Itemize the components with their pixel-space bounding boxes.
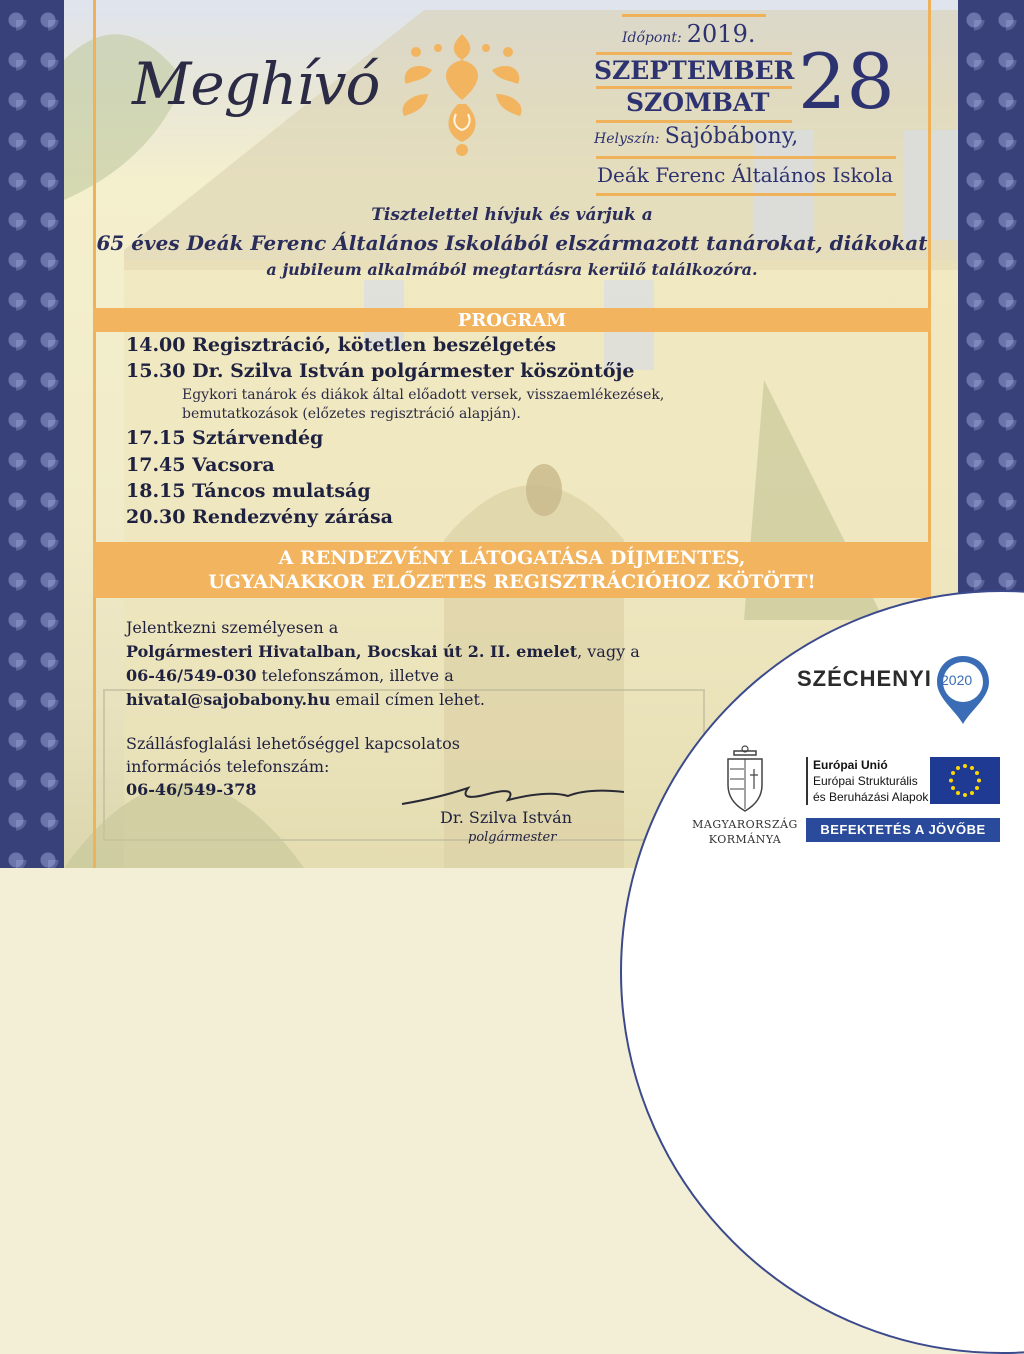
- free-entry-notice: [93, 542, 931, 598]
- lodging-line-2: információs telefonszám:: [126, 757, 330, 776]
- lodging-line-1: Szállásfoglalási lehetőséggel kapcsolatos: [126, 734, 460, 753]
- signature-role: polgármester: [468, 830, 557, 845]
- event-weekday: SZOMBAT: [626, 88, 770, 117]
- lodging-phone: 06-46/549-378: [126, 780, 257, 799]
- registration-phone-rest: telefonszámon, illetve a: [256, 666, 454, 685]
- venue-rule: [596, 156, 896, 159]
- program-note-line-2: bemutatkozások (előzetes regisztráció alapján).: [182, 406, 521, 422]
- registration-line-3: [126, 664, 454, 688]
- program-heading: PROGRAM: [93, 308, 931, 332]
- venue-rule-bottom: [596, 193, 896, 196]
- registration-line-1: Jelentkezni személyesen a: [126, 618, 339, 637]
- date-line: [622, 20, 755, 48]
- date-rule-top: [622, 14, 766, 17]
- government-line-1: MAGYARORSZÁG: [692, 818, 798, 831]
- registration-email: hivatal@sajobabony.hu: [126, 690, 331, 709]
- venue-school: Deák Ferenc Általános Iskola: [597, 163, 894, 187]
- date-rule-2: [596, 52, 792, 55]
- program-item-3: 17.15 Sztárvendég: [126, 427, 324, 449]
- eu-line-3: és Beruházási Alapok: [813, 790, 929, 804]
- frame-line-left-middle: [93, 332, 96, 542]
- left-decorative-border: [0, 0, 64, 868]
- program-item-5: 18.15 Táncos mulatság: [126, 480, 371, 502]
- government-line-2: KORMÁNYA: [708, 833, 782, 846]
- signature-scribble: [398, 778, 628, 812]
- intro-line-2: 65 éves Deák Ferenc Általános Iskolából elszármazott tanárokat, diákokat: [96, 231, 928, 255]
- notice-line-2: UGYANAKKOR ELŐZETES REGISZTRÁCIÓHOZ KÖTÖTT!: [208, 571, 816, 593]
- event-year: 2019.: [686, 20, 756, 48]
- eu-line-2: Európai Strukturális: [813, 774, 918, 788]
- registration-line-2: [126, 640, 640, 664]
- registration-email-rest: email címen lehet.: [330, 690, 485, 709]
- intro-line-3: a jubileum alkalmából megtartásra kerülő találkozóra.: [266, 260, 758, 279]
- event-day: 28: [798, 37, 895, 126]
- program-item-4: 17.45 Vacsora: [126, 454, 275, 476]
- hungarian-coat-of-arms-icon: [720, 745, 770, 815]
- szechenyi-2020-pin-icon: [933, 654, 993, 726]
- registration-phone: 06-46/549-030: [126, 666, 257, 685]
- registration-office: Polgármesteri Hivatalban, Bocskai út 2. II. emelet: [126, 642, 578, 661]
- program-item-1: 14.00 Regisztráció, kötetlen beszélgetés: [126, 334, 557, 356]
- invest-future-badge: BEFEKTETÉS A JÖVŐBE: [806, 818, 1000, 842]
- program-note-line-1: Egykori tanárok és diákok által előadott versek, visszaemlékezések,: [182, 387, 665, 403]
- venue-line: [594, 124, 798, 149]
- szechenyi-year: 2020: [941, 672, 973, 688]
- program-item-2: 15.30 Dr. Szilva István polgármester köszöntője: [126, 360, 635, 382]
- date-label: Időpont:: [622, 30, 682, 46]
- signature-name: Dr. Szilva István: [440, 808, 573, 827]
- registration-line-2-rest: , vagy a: [577, 642, 640, 661]
- notice-line-1: A RENDEZVÉNY LÁTOGATÁSA DÍJMENTES,: [278, 547, 746, 569]
- invitation-title: Meghívó: [132, 50, 380, 118]
- eu-divider: [806, 757, 808, 805]
- frame-line-left-bottom: [93, 598, 96, 868]
- eu-flag-icon: [930, 757, 1000, 804]
- event-month: SZEPTEMBER: [594, 56, 795, 85]
- szechenyi-label: SZÉCHENYI: [797, 666, 932, 691]
- registration-line-4: [126, 688, 485, 712]
- program-item-6: 20.30 Rendezvény zárása: [126, 506, 393, 528]
- frame-line-right-middle: [928, 332, 931, 542]
- venue-town: Sajóbábony,: [664, 124, 799, 149]
- date-rule-4: [596, 120, 792, 123]
- eu-line-1: Európai Unió: [813, 758, 888, 772]
- folk-ornament-icon: [392, 30, 532, 160]
- venue-label: Helyszín:: [594, 131, 660, 147]
- intro-line-1: Tisztelettel hívjuk és várjuk a: [371, 205, 653, 225]
